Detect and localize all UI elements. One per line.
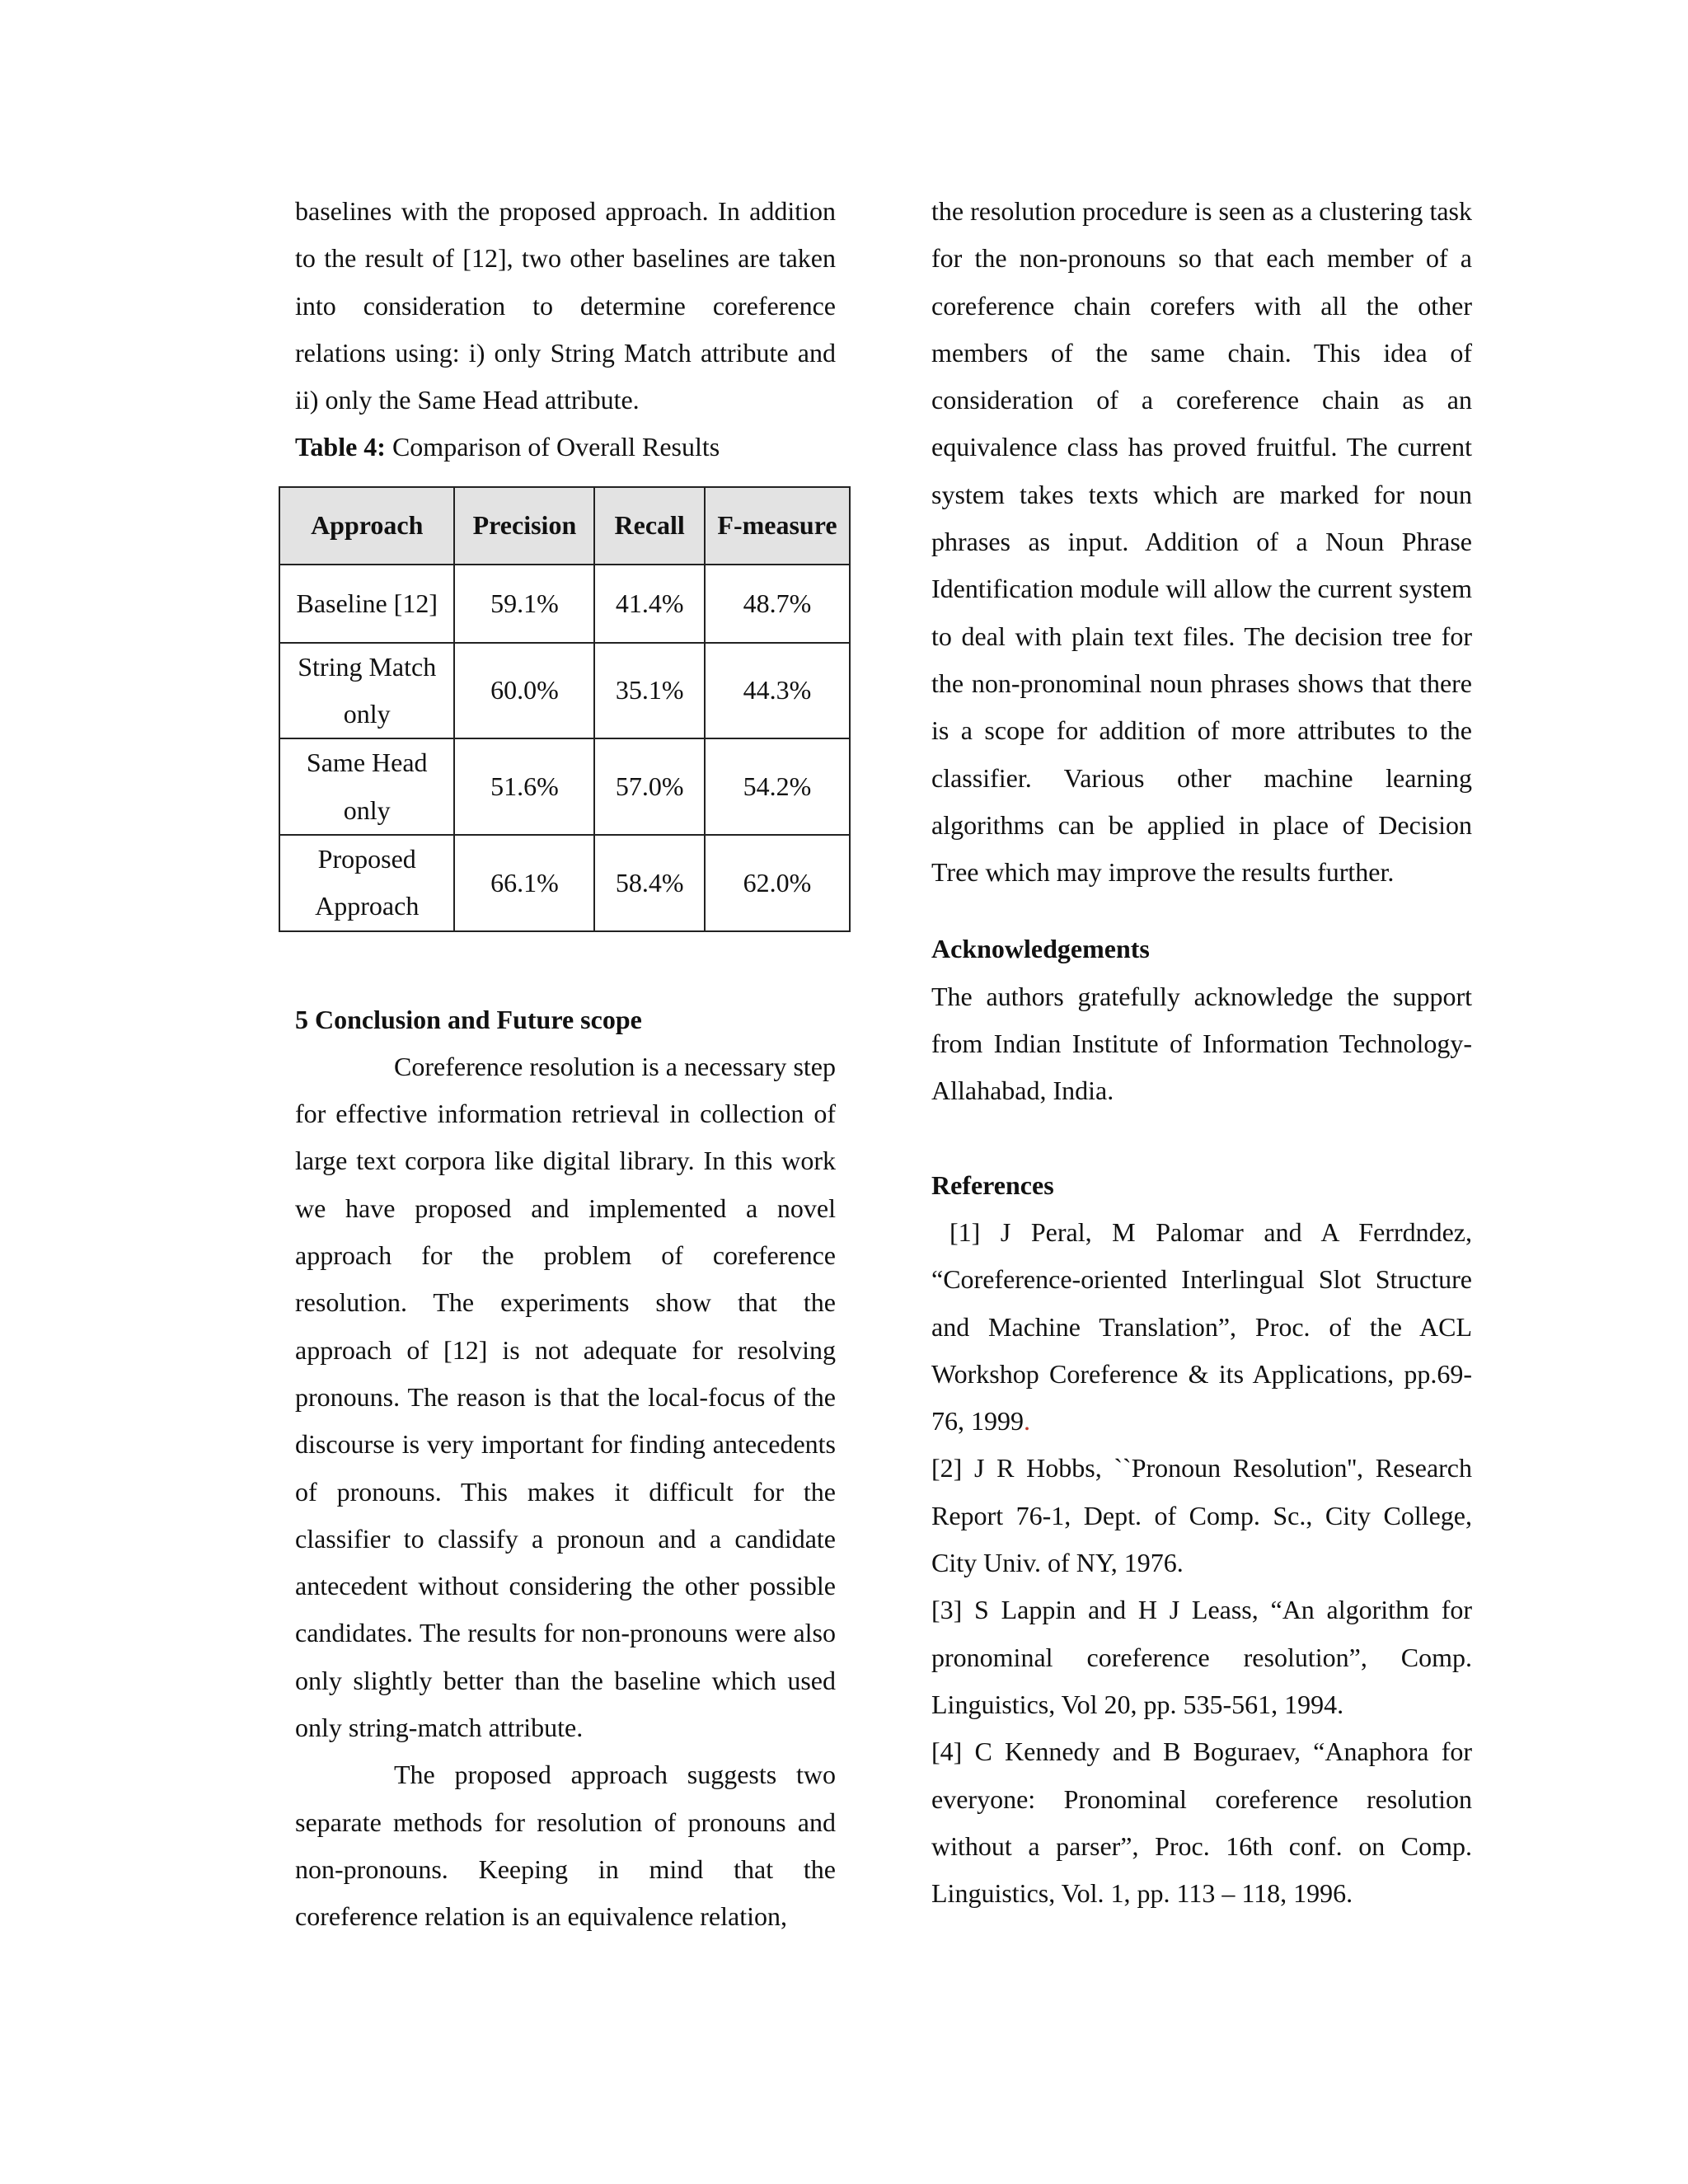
table-header-row: [279, 487, 850, 565]
cell-approach: String Match only: [279, 643, 454, 739]
cell-precision: 51.6%: [454, 738, 594, 835]
cell-recall: 41.4%: [594, 565, 705, 643]
continued-paragraph: the resolution procedure is seen as a clustering task for the non-pronouns so that each member of a coreference chain corefers with all the other members of the same chain. This idea of consideration of a coreference chain as an equivalence class has proved fruitful. The current system takes texts which are marked for noun phrases as input. Addition of a Noun Phrase Identification module will allow the current system to deal with plain text files. The decision tree for the non-pronominal noun phrases shows that there is a scope for addition of more attributes to the classifier. Various other machine learning algorithms can be applied in place of Decision Tree which may improve the results further.: [931, 196, 1472, 888]
table-row: [279, 835, 850, 931]
table-caption-label: Table 4:: [295, 432, 386, 462]
header-f-measure: F-measure: [705, 487, 850, 565]
cell-f-measure: 44.3%: [705, 643, 850, 739]
reference-item: [3] S Lappin and H J Leass, “An algorithm for pronominal coreference resolution”, Comp. Linguistics, Vol 20, pp. 535-561, 1994.: [931, 1595, 1472, 1719]
cell-recall: 58.4%: [594, 835, 705, 931]
table-row: [279, 738, 850, 835]
reference-item: [4] C Kennedy and B Boguraev, “Anaphora for everyone: Pronominal coreference resolution without a parser”, Proc. 16th conf. on Comp. Linguistics, Vol. 1, pp. 113 – 118, 1996.: [931, 1736, 1472, 1909]
references-heading: References: [931, 1169, 1054, 1200]
cell-f-measure: 54.2%: [705, 738, 850, 835]
cell-f-measure: 62.0%: [705, 835, 850, 931]
spacer: [295, 932, 836, 996]
section-heading: 5 Conclusion and Future scope: [295, 1004, 642, 1034]
spacer: [931, 1115, 1472, 1162]
cell-precision: 60.0%: [454, 643, 594, 739]
cell-f-measure: 48.7%: [705, 565, 850, 643]
reference-text: [1] J Peral, M Palomar and A Ferrdndez, “Coreference-oriented Interlingual Slot Structure and Machine Translation”, Proc. of the ACL Workshop Coreference & its Applications, pp.69-76, 1999: [931, 1216, 1472, 1436]
table-row: [279, 643, 850, 739]
conclusion-paragraph: Coreference resolution is a necessary step for effective information retrieval in collection of large text corpora like digital library. In this work we have proposed and implemented a novel approach for the problem of coreference resolution. The experiments show that the approach of [12] is not adequate for resolving pronouns. The reason is that the local-focus of the discourse is very important for finding antecedents of pronouns. This makes it difficult for the classifier to classify a pronoun and a candidate antecedent without considering the other possible candidates. The results for non-pronouns were also only slightly better than the baseline which used only string-match attribute.: [295, 1051, 836, 1743]
cell-approach: Proposed Approach: [279, 835, 454, 931]
reference-item: [2] J R Hobbs, ``Pronoun Resolution'', Research Report 76-1, Dept. of Comp. Sc., City College, City Univ. of NY, 1976.: [931, 1453, 1472, 1578]
results-table: [279, 486, 851, 932]
acknowledgements-text: The authors gratefully acknowledge the support from Indian Institute of Information Technology-Allahabad, India.: [931, 981, 1472, 1106]
cell-approach: Same Head only: [279, 738, 454, 835]
conclusion-paragraph: The proposed approach suggests two separate methods for resolution of pronouns and non-pronouns. Keeping in mind that the coreference relation is an equivalence relation,: [295, 1760, 836, 1932]
table-caption-text: Comparison of Overall Results: [385, 432, 720, 462]
left-column: [295, 188, 836, 1941]
cell-recall: 35.1%: [594, 643, 705, 739]
table-caption: [295, 424, 836, 471]
reference-item: [931, 1209, 1472, 1445]
acknowledgements-heading: Acknowledgements: [931, 934, 1150, 964]
right-column: [931, 188, 1472, 1917]
intro-paragraph: baselines with the proposed approach. In addition to the result of [12], two other baselines are taken into consideration to determine coreference relations using: i) only String Match attribute and ii) only the Same Head attribute.: [295, 196, 836, 415]
header-precision: Precision: [454, 487, 594, 565]
cell-recall: 57.0%: [594, 738, 705, 835]
header-recall: Recall: [594, 487, 705, 565]
reference-end: .: [1024, 1406, 1030, 1436]
cell-precision: 66.1%: [454, 835, 594, 931]
cell-precision: 59.1%: [454, 565, 594, 643]
table-row: [279, 565, 850, 643]
header-approach: Approach: [279, 487, 454, 565]
spacer: [931, 896, 1472, 926]
cell-approach: Baseline [12]: [279, 565, 454, 643]
